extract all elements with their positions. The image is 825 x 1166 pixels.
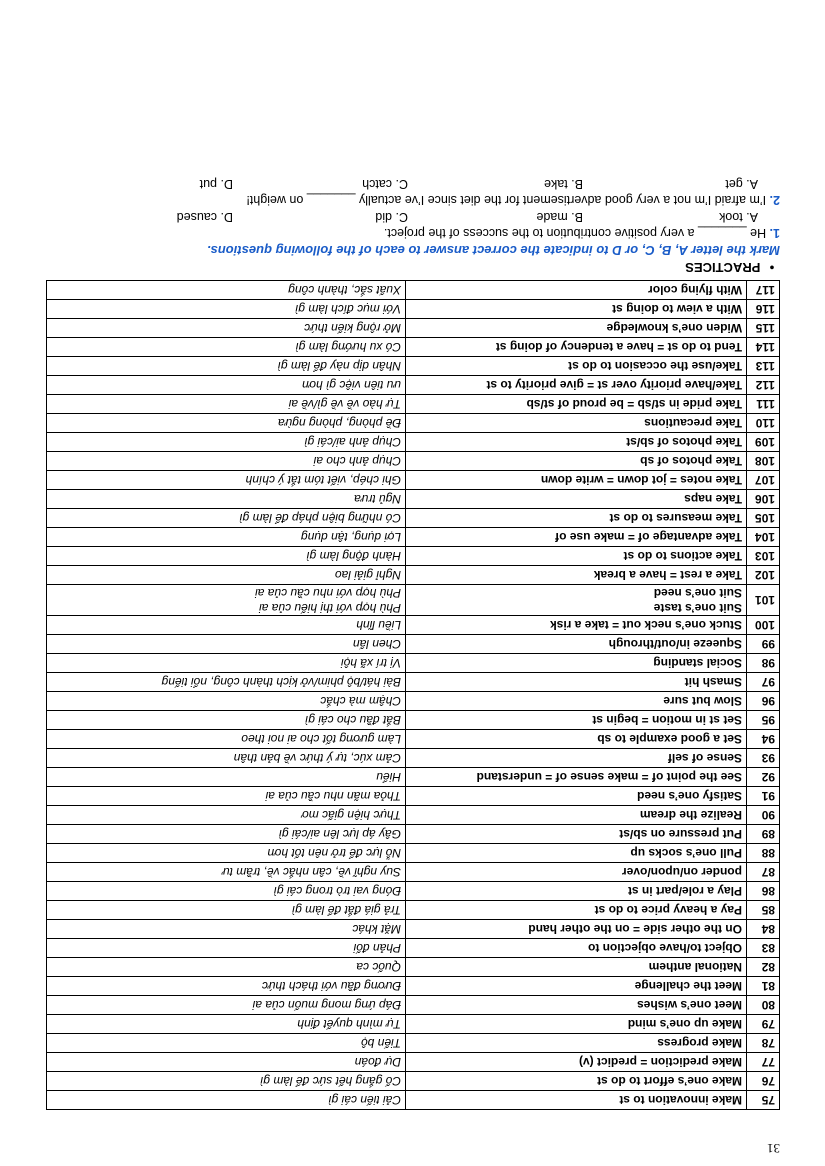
row-number: 96 [747,692,780,711]
table-row [47,901,780,920]
row-meaning: Lợi dụng, tận dụng [47,528,406,547]
row-number: 108 [747,452,780,471]
table-row [47,395,780,414]
table-row [47,509,780,528]
row-meaning: Nhân dịp này để làm gì [47,357,406,376]
row-term: Take photos of sb [406,452,747,471]
row-number: 100 [747,616,780,635]
row-term: Widen one’s knowledge [406,319,747,338]
row-number: 109 [747,433,780,452]
table-row [47,471,780,490]
option-d: D. put [199,177,233,191]
row-term: Take notes = jot down = write down [406,471,747,490]
table-row [47,825,780,844]
row-meaning: Đóng vai trò trong cái gì [47,882,406,901]
row-number: 82 [747,958,780,977]
row-meaning: Chụp ảnh ai/cái gì [47,433,406,452]
question-2-options [46,176,780,192]
row-term: Meet one’s wishes [406,996,747,1015]
row-term: Make one’s effort to do st [406,1072,747,1091]
row-number: 116 [747,300,780,319]
row-term: Set st in motion = begin st [406,711,747,730]
row-meaning: Tự hào về về gì/về ai [47,395,406,414]
row-term: Make prediction = predict (v) [406,1053,747,1072]
practices-heading [46,260,780,275]
row-term: Sense of self [406,749,747,768]
table-row [47,1053,780,1072]
option-b: B. made [536,210,583,224]
table-row [47,300,780,319]
row-number: 117 [747,281,780,300]
row-number: 79 [747,1015,780,1034]
table-row [47,281,780,300]
row-meaning: Chụp ảnh cho ai [47,452,406,471]
question-2 [46,192,780,208]
row-meaning: Mặt khác [47,920,406,939]
row-meaning: Liều lĩnh [47,616,406,635]
row-meaning: Ghi chép, viết tóm tắt ý chính [47,471,406,490]
table-row [47,711,780,730]
row-term: Pay a heavy price to do st [406,901,747,920]
row-meaning: Vị trí xã hội [47,654,406,673]
table-row [47,1015,780,1034]
row-meaning: Nỗ lực để trở nên tốt hơn [47,844,406,863]
row-meaning: Có những biện pháp để làm gì [47,509,406,528]
row-number: 88 [747,844,780,863]
row-term: Make progress [406,1034,747,1053]
row-meaning: Bài hát/bộ phim/vở kịch thành công, nổi tiếng [47,673,406,692]
row-number: 93 [747,749,780,768]
table-row [47,806,780,825]
row-number: 114 [747,338,780,357]
row-number: 104 [747,528,780,547]
row-number: 95 [747,711,780,730]
row-meaning: Đương đầu với thách thức [47,977,406,996]
question-number: 1. [769,226,780,240]
row-meaning: Phù hợp với thị hiếu của ai Phù hợp với nhu cầu của ai [47,585,406,616]
row-meaning: Suy nghĩ về, cân nhắc về, trầm tư [47,863,406,882]
row-number: 87 [747,863,780,882]
row-number: 77 [747,1053,780,1072]
row-term: Make innovation to st [406,1091,747,1110]
row-meaning: Thỏa mãn nhu cầu của ai [47,787,406,806]
row-meaning: Cải tiến cái gì [47,1091,406,1110]
row-term: Play a role/part in st [406,882,747,901]
row-number: 78 [747,1034,780,1053]
row-term: Take pride in st/sb = be proud of st/sb [406,395,747,414]
row-number: 92 [747,768,780,787]
vocabulary-table-body [47,281,780,1110]
option-d: D. caused [176,210,233,224]
table-row [47,528,780,547]
row-number: 107 [747,471,780,490]
practices-instruction: Mark the letter A, B, C, or D to indicate the correct answer to each of the following questions. [206,243,780,258]
row-number: 86 [747,882,780,901]
table-row [47,1072,780,1091]
option-c: C. catch [362,177,408,191]
row-meaning: Ngủ trưa [47,490,406,509]
row-meaning: Cố gắng hết sức để làm gì [47,1072,406,1091]
row-number: 111 [747,395,780,414]
question-number: 2. [769,193,780,207]
row-meaning: Dự đoán [47,1053,406,1072]
row-number: 115 [747,319,780,338]
option-c: C. did [375,210,408,224]
table-row [47,452,780,471]
row-meaning: Với mục đích làm gì [47,300,406,319]
row-term: Social standing [406,654,747,673]
row-term: Satisfy one’s need [406,787,747,806]
row-meaning: Làm gương tốt cho ai noi theo [47,730,406,749]
row-meaning: Nghỉ giải lao [47,566,406,585]
page-number: 31 [767,1141,780,1156]
row-meaning: Đáp ứng mong muốn của ai [47,996,406,1015]
table-row [47,376,780,395]
row-meaning: Thực hiện giấc mơ [47,806,406,825]
table-row [47,490,780,509]
row-term: National anthem [406,958,747,977]
row-term: Take/have priority over st = give priority to st [406,376,747,395]
row-term: Set a good example to sb [406,730,747,749]
table-row [47,939,780,958]
table-row [47,319,780,338]
row-term: See the point of = make sense of = understand [406,768,747,787]
row-number: 112 [747,376,780,395]
row-meaning: Chậm mà chắc [47,692,406,711]
option-b: B. take [544,177,583,191]
table-row [47,692,780,711]
question-1-options [46,209,780,225]
row-meaning: Tiến bộ [47,1034,406,1053]
row-number: 89 [747,825,780,844]
row-number: 102 [747,566,780,585]
row-term: Take actions to do st [406,547,747,566]
row-number: 84 [747,920,780,939]
row-term: Realize the dream [406,806,747,825]
table-row [47,616,780,635]
table-row [47,749,780,768]
table-row [47,566,780,585]
table-row [47,433,780,452]
row-number: 91 [747,787,780,806]
row-number: 94 [747,730,780,749]
row-meaning: Xuất sắc, thành công [47,281,406,300]
row-meaning: Có xu hướng làm gì [47,338,406,357]
row-term: Stuck one’s neck out = take a risk [406,616,747,635]
bullet-icon: • [769,260,775,275]
table-row [47,654,780,673]
option-a: A. took [719,210,758,224]
row-meaning: Quốc ca [47,958,406,977]
table-row [47,787,780,806]
table-row [47,414,780,433]
row-term: Put pressure on sb/st [406,825,747,844]
row-meaning: Hiểu [47,768,406,787]
row-number: 83 [747,939,780,958]
row-meaning: Gây áp lực lên ai/cái gì [47,825,406,844]
row-meaning: Trả giá đắt để làm gì [47,901,406,920]
table-row [47,863,780,882]
row-term: On the other side = on the other hand [406,920,747,939]
table-row [47,977,780,996]
row-meaning: Đề phòng, phòng ngừa [47,414,406,433]
vocabulary-table [46,280,780,1110]
table-row [47,958,780,977]
row-term: Take naps [406,490,747,509]
table-row [47,547,780,566]
row-term: Take/use the occasion to do st [406,357,747,376]
row-term: Make up one’s mind [406,1015,747,1034]
row-meaning: Tự mình quyết định [47,1015,406,1034]
table-row [47,920,780,939]
row-number: 90 [747,806,780,825]
row-term: With a view to doing st [406,300,747,319]
row-number: 75 [747,1091,780,1110]
row-meaning: Hành động làm gì [47,547,406,566]
question-text: I’m afraid I’m not a very good advertisement for the diet since I’ve actually _______ on weight! [246,193,767,207]
row-term: Pull one’s socks up [406,844,747,863]
table-row [47,673,780,692]
row-number: 97 [747,673,780,692]
row-term: Tend to do st = have a tendency of doing st [406,338,747,357]
table-row [47,996,780,1015]
row-meaning: Mở rộng kiến thức [47,319,406,338]
row-term: Object to/have objection to [406,939,747,958]
table-row [47,338,780,357]
table-row [47,882,780,901]
row-meaning: Bắt đầu cho cái gì [47,711,406,730]
row-term: With flying color [406,281,747,300]
row-number: 105 [747,509,780,528]
row-number: 113 [747,357,780,376]
question-text: He _______ a very positive contribution to the success of the project. [383,226,767,240]
table-row [47,768,780,787]
row-number: 99 [747,635,780,654]
row-number: 81 [747,977,780,996]
table-row [47,1034,780,1053]
table-row [47,635,780,654]
row-term: Slow but sure [406,692,747,711]
row-term: Take a rest = have a break [406,566,747,585]
row-term: Smash hit [406,673,747,692]
row-term: Take measures to do st [406,509,747,528]
table-row [47,844,780,863]
row-meaning: ưu tiên việc gì hơn [47,376,406,395]
row-number: 103 [747,547,780,566]
row-meaning: Cảm xúc, tự ý thức về bản thân [47,749,406,768]
table-row [47,730,780,749]
row-number: 98 [747,654,780,673]
row-number: 76 [747,1072,780,1091]
row-number: 85 [747,901,780,920]
row-number: 106 [747,490,780,509]
row-term: Suit one’s taste Suit one’s need [406,585,747,616]
row-number: 110 [747,414,780,433]
table-row [47,585,780,616]
row-meaning: Phản đối [47,939,406,958]
table-row [47,1091,780,1110]
row-term: Take photos of sb/st [406,433,747,452]
row-term: Take advantage of = make use of [406,528,747,547]
option-a: A. get [725,177,758,191]
row-term: ponder on/upon/over [406,863,747,882]
row-term: Take precautions [406,414,747,433]
practices-heading-text: PRACTICES [685,260,761,275]
row-term: Meet the challenge [406,977,747,996]
row-number: 101 [747,585,780,616]
row-number: 80 [747,996,780,1015]
question-1 [46,225,780,241]
practices-section [46,176,780,278]
row-term: Squeeze in/out/through [406,635,747,654]
row-meaning: Chen lấn [47,635,406,654]
table-row [47,357,780,376]
